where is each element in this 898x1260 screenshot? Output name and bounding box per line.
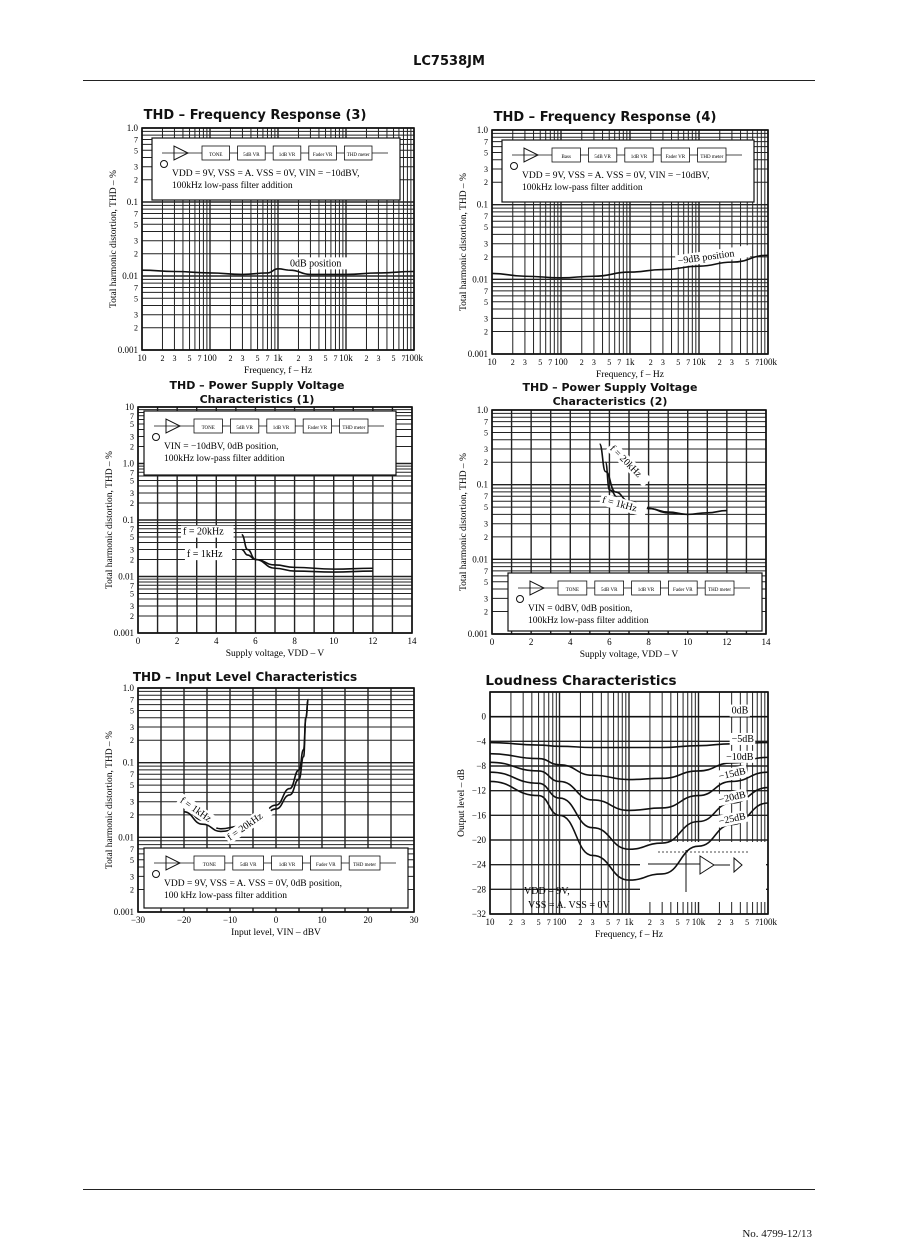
block-label: TONE xyxy=(565,588,580,593)
block-label: TONE xyxy=(201,426,215,431)
x-tick-label: 5 xyxy=(538,358,543,367)
y-tick-label: 2 xyxy=(484,532,488,542)
x-tick-label: 2 xyxy=(528,637,534,647)
y-tick-label: 3 xyxy=(130,723,134,733)
x-tick-label: 100k xyxy=(405,353,423,363)
x-tick-label: 2 xyxy=(364,354,369,363)
y-tick-label: 5 xyxy=(484,297,488,307)
x-tick-label: 7 xyxy=(755,918,760,927)
y-tick-label: 5 xyxy=(130,533,134,543)
y-tick-label: 7 xyxy=(484,417,488,427)
x-tick-label: 7 xyxy=(333,354,338,363)
y-tick-label: 3 xyxy=(130,602,134,612)
chart-title: THD – Frequency Response (4) xyxy=(493,110,717,125)
series-label xyxy=(724,751,755,763)
chart-title: THD – Input Level Characteristics xyxy=(132,670,358,684)
y-tick-label: 5 xyxy=(484,428,488,438)
y-tick-label: −12 xyxy=(471,785,486,796)
x-tick-label: 6 xyxy=(607,637,612,647)
y-tick-label: 3 xyxy=(130,797,134,807)
x-tick-label: 10 xyxy=(487,357,497,367)
y-tick-label: 7 xyxy=(484,566,488,576)
chart-svg xyxy=(104,684,438,940)
y-tick-label: 3 xyxy=(484,594,488,604)
chart-title-line: THD – Power Supply Voltage xyxy=(522,381,698,394)
x-tick-label: 5 xyxy=(676,358,681,367)
block-label: 1dB VR xyxy=(637,588,655,593)
y-tick-label: −32 xyxy=(471,909,486,919)
x-tick-label: 3 xyxy=(521,918,526,927)
y-tick-label: 0.01 xyxy=(122,271,138,281)
x-tick-label: 7 xyxy=(616,918,621,927)
chart-thd-supply-1 xyxy=(104,403,436,661)
conditions-box xyxy=(508,573,762,631)
x-axis-label: Frequency, f – Hz xyxy=(244,366,312,376)
y-tick-label: 0.1 xyxy=(476,479,488,490)
block-label: THD meter xyxy=(342,426,366,431)
y-tick-label: 5 xyxy=(130,420,134,430)
y-tick-label: 5 xyxy=(484,148,488,158)
y-tick-label: 2 xyxy=(130,885,134,895)
x-tick-label: 2 xyxy=(296,354,301,363)
y-tick-label: 2 xyxy=(484,252,488,262)
y-tick-label: 3 xyxy=(484,314,488,324)
x-tick-label: 100k xyxy=(759,917,777,927)
block-label: THD meter xyxy=(708,588,732,593)
x-tick-label: 10k xyxy=(691,917,706,927)
x-tick-label: 2 xyxy=(578,918,583,927)
block-label: Fader VR xyxy=(665,155,686,160)
y-tick-label: 2 xyxy=(484,327,488,337)
y-tick-label: 5 xyxy=(484,223,488,233)
y-axis-label: Total harmonic distortion, THD – % xyxy=(459,173,469,311)
y-tick-label: 2 xyxy=(484,607,488,617)
y-tick-label: 3 xyxy=(134,310,138,320)
chart-svg xyxy=(458,126,792,382)
y-tick-label: 3 xyxy=(130,545,134,555)
x-tick-label: 30 xyxy=(409,915,419,925)
chart-title: THD – Frequency Response (3) xyxy=(143,108,367,123)
x-tick-label: 5 xyxy=(391,354,396,363)
y-tick-label: 5 xyxy=(130,476,134,486)
y-tick-label: 7 xyxy=(134,283,138,293)
chart-loudness xyxy=(456,688,792,942)
x-tick-label: 7 xyxy=(197,354,202,363)
x-tick-label: 1k xyxy=(273,353,283,363)
x-tick-label: 8 xyxy=(292,636,297,646)
block-label: TONE xyxy=(209,153,223,158)
x-tick-label: 7 xyxy=(401,354,406,363)
x-tick-label: 2 xyxy=(717,358,722,367)
chart-title xyxy=(157,379,357,407)
y-tick-label: 1.0 xyxy=(476,126,488,135)
chart-thd-input-level xyxy=(104,684,438,940)
y-tick-label: 3 xyxy=(130,872,134,882)
y-tick-label: 5 xyxy=(134,146,138,156)
x-tick-label: 100 xyxy=(203,353,217,363)
x-tick-label: 5 xyxy=(536,918,541,927)
series-1 xyxy=(185,548,373,569)
y-tick-label: 0.01 xyxy=(118,832,134,843)
y-tick-label: 5 xyxy=(134,220,138,230)
series-label-text: f = 20kHz xyxy=(607,443,644,480)
x-tick-label: 2 xyxy=(648,358,653,367)
x-tick-label: 2 xyxy=(647,918,652,927)
series-label-text: −25dB xyxy=(717,811,747,828)
y-tick-label: 3 xyxy=(484,165,488,175)
y-tick-label: 1.0 xyxy=(122,684,134,693)
condition-line: VDD = 9V, xyxy=(524,886,570,897)
condition-line: 100 kHz low-pass filter addition xyxy=(164,891,287,901)
x-tick-label: 10 xyxy=(137,353,147,363)
y-tick-label: 2 xyxy=(130,611,134,621)
condition-line: VDD = 9V, VSS = A. VSS = 0V, VIN = −10dBV, xyxy=(522,171,710,181)
x-tick-label: 7 xyxy=(685,918,690,927)
y-tick-label: 7 xyxy=(130,844,134,854)
x-tick-label: 5 xyxy=(607,358,612,367)
y-tick-label: 1.0 xyxy=(122,458,134,469)
series-1 xyxy=(184,700,308,845)
y-tick-label: 2 xyxy=(484,178,488,188)
chart-thd-frequency-4 xyxy=(458,126,792,382)
condition-line: 100kHz low-pass filter addition xyxy=(528,616,649,626)
block-label: Fader VR xyxy=(316,863,336,868)
series-label-text: 0dB xyxy=(731,705,749,717)
series-label-text: f = 1kHz xyxy=(177,795,214,825)
x-tick-label: 7 xyxy=(686,358,691,367)
y-tick-label: 3 xyxy=(484,519,488,529)
series-label xyxy=(176,793,222,830)
x-tick-label: 100 xyxy=(552,917,567,927)
y-tick-label: 7 xyxy=(130,770,134,780)
x-axis-label: Supply voltage, VDD – V xyxy=(579,650,679,660)
y-tick-label: 3 xyxy=(134,236,138,246)
y-tick-label: 3 xyxy=(134,162,138,172)
y-tick-label: 5 xyxy=(484,577,488,587)
y-tick-label: 0 xyxy=(481,711,486,722)
y-tick-label: 7 xyxy=(134,209,138,219)
x-tick-label: 4 xyxy=(214,636,219,646)
chart-title-line: Characteristics (2) xyxy=(552,394,668,408)
condition-line: VDD = 9V, VSS = A. VSS = 0V, 0dB position, xyxy=(164,879,342,889)
x-tick-label: 7 xyxy=(548,358,553,367)
y-tick-label: 7 xyxy=(130,695,134,705)
series-label-text: 0dB position xyxy=(289,258,342,270)
y-tick-label: 0.001 xyxy=(467,629,488,639)
y-tick-label: 2 xyxy=(134,175,138,185)
condition-line: VIN = −10dBV, 0dB position, xyxy=(164,442,279,452)
conditions-box xyxy=(502,140,754,202)
y-tick-label: −4 xyxy=(476,736,486,747)
x-tick-label: 10k xyxy=(339,353,353,363)
condition-line: 100kHz low-pass filter addition xyxy=(172,181,293,191)
conditions-box xyxy=(152,138,400,200)
condition-line: 100kHz low-pass filter addition xyxy=(164,454,285,464)
x-tick-label: 2 xyxy=(174,636,180,646)
x-tick-label: 14 xyxy=(407,636,417,646)
doc-number: No. 4799-12/13 xyxy=(742,1228,812,1240)
y-tick-label: 7 xyxy=(484,137,488,147)
block-label: 5dB VR xyxy=(236,426,253,431)
series-0 xyxy=(176,700,308,831)
x-tick-label: 2 xyxy=(579,358,584,367)
x-tick-label: 7 xyxy=(546,918,551,927)
x-tick-label: 5 xyxy=(255,354,260,363)
condition-line: VDD = 9V, VSS = A. VSS = 0V, VIN = −10dBV, xyxy=(172,169,360,179)
block-label: TONE xyxy=(202,863,217,868)
series-label xyxy=(185,548,232,560)
y-tick-label: 3 xyxy=(484,445,488,455)
series-label xyxy=(288,257,357,269)
series-label-text: f = 1kHz xyxy=(600,494,639,515)
x-tick-label: 100k xyxy=(759,357,777,367)
block-label: Fader VR xyxy=(312,153,333,158)
series-label xyxy=(730,733,756,745)
x-tick-label: 1k xyxy=(624,917,634,927)
x-tick-label: 10 xyxy=(329,636,339,646)
y-tick-label: 0.1 xyxy=(126,197,138,207)
chart-svg xyxy=(108,124,438,378)
y-tick-label: 10 xyxy=(125,403,134,412)
block-label: 1dB VR xyxy=(272,426,290,431)
y-tick-label: 7 xyxy=(130,411,134,421)
y-tick-label: 2 xyxy=(130,442,134,452)
x-tick-label: 3 xyxy=(729,918,734,927)
y-tick-label: 5 xyxy=(484,503,488,513)
y-tick-label: 3 xyxy=(130,489,134,499)
x-tick-label: 5 xyxy=(323,354,328,363)
x-tick-label: 1k xyxy=(625,357,635,367)
y-tick-label: 3 xyxy=(130,432,134,442)
block-label: THD meter xyxy=(700,155,724,160)
y-tick-label: −16 xyxy=(471,810,486,821)
block-label: 5dB VR xyxy=(600,588,618,593)
series-label-text: −10dB xyxy=(726,751,754,763)
block-label: 5dB VR xyxy=(239,863,257,868)
x-tick-label: 10k xyxy=(692,357,706,367)
chart-title-line: Characteristics (1) xyxy=(199,392,315,406)
x-tick-label: 100 xyxy=(554,357,568,367)
x-tick-label: 0 xyxy=(135,636,141,646)
x-tick-label: 2 xyxy=(508,918,513,927)
x-tick-label: 10 xyxy=(683,637,693,647)
x-tick-label: 3 xyxy=(590,918,595,927)
x-tick-label: 3 xyxy=(660,918,665,927)
x-tick-label: 7 xyxy=(617,358,622,367)
y-tick-label: 7 xyxy=(484,212,488,222)
block-label: Bass xyxy=(561,155,571,160)
y-axis-label: Total harmonic distortion, THD – % xyxy=(105,451,115,589)
x-tick-label: 10 xyxy=(317,915,327,925)
y-tick-label: 0.001 xyxy=(113,907,134,917)
x-tick-label: 2 xyxy=(717,918,722,927)
x-tick-label: 3 xyxy=(729,358,734,367)
chart-svg xyxy=(456,688,792,942)
chart-title xyxy=(510,381,710,409)
x-tick-label: −10 xyxy=(222,915,238,925)
y-tick-label: 2 xyxy=(130,810,134,820)
x-tick-label: 10 xyxy=(485,917,495,927)
y-tick-label: 2 xyxy=(134,249,138,259)
y-tick-label: 5 xyxy=(134,294,138,304)
condition-line: 100kHz low-pass filter addition xyxy=(522,183,643,193)
block-label: 5dB VR xyxy=(243,153,260,158)
x-tick-label: 5 xyxy=(745,918,750,927)
y-tick-label: 0.01 xyxy=(118,571,134,582)
series-label-text: −9dB position xyxy=(677,248,736,268)
chart-svg xyxy=(104,403,436,661)
y-tick-label: −28 xyxy=(471,884,486,895)
y-tick-label: 3 xyxy=(484,239,488,249)
y-tick-label: 5 xyxy=(130,781,134,791)
y-tick-label: 1.0 xyxy=(476,406,488,415)
y-tick-label: 7 xyxy=(130,468,134,478)
y-axis-label: Total harmonic distortion, THD – % xyxy=(459,453,469,591)
part-number: LC7538JM xyxy=(413,54,485,69)
y-tick-label: 2 xyxy=(130,498,134,508)
y-tick-label: 0.01 xyxy=(472,274,488,285)
series-label-text: −5dB xyxy=(731,733,754,745)
y-tick-label: 0.001 xyxy=(467,349,488,359)
y-tick-label: 2 xyxy=(130,555,134,565)
chart-thd-frequency-3 xyxy=(108,124,438,378)
x-tick-label: 3 xyxy=(660,358,665,367)
x-tick-label: 3 xyxy=(376,354,381,363)
x-tick-label: 6 xyxy=(253,636,258,646)
footer-rule xyxy=(83,1189,815,1190)
x-tick-label: 8 xyxy=(646,637,651,647)
y-tick-label: 7 xyxy=(134,135,138,145)
header-rule xyxy=(83,80,815,81)
x-tick-label: 12 xyxy=(368,636,378,646)
x-axis-label: Frequency, f – Hz xyxy=(596,370,664,380)
block-label: Fader VR xyxy=(673,588,693,593)
x-tick-label: −20 xyxy=(176,915,192,925)
y-tick-label: 5 xyxy=(130,706,134,716)
x-tick-label: 0 xyxy=(489,637,495,647)
x-axis-label: Frequency, f – Hz xyxy=(595,930,663,940)
block-label: THD meter xyxy=(353,863,377,868)
y-tick-label: 0.001 xyxy=(117,345,138,355)
block-label: Fader VR xyxy=(307,426,328,431)
block-label: 1dB VR xyxy=(630,155,648,160)
y-tick-label: −24 xyxy=(471,859,486,870)
x-tick-label: 2 xyxy=(510,358,515,367)
x-tick-label: 2 xyxy=(228,354,233,363)
x-tick-label: 0 xyxy=(273,915,279,925)
x-tick-label: 3 xyxy=(240,354,245,363)
conditions-box xyxy=(144,411,396,475)
y-tick-label: 0.01 xyxy=(472,554,488,565)
series-label-text: f = 20kHz xyxy=(183,526,224,538)
y-tick-label: 7 xyxy=(130,581,134,591)
chart-thd-supply-2 xyxy=(458,406,790,662)
condition-line: VSS = A. VSS = 0V xyxy=(528,900,610,911)
condition-line: VIN = 0dBV, 0dB position, xyxy=(528,604,633,614)
chart-svg xyxy=(458,406,790,662)
block-label: THD meter xyxy=(346,153,370,158)
x-tick-label: 5 xyxy=(606,918,611,927)
chart-title: Loudness Characteristics xyxy=(485,673,677,689)
y-axis-label: Total harmonic distortion, THD – % xyxy=(105,731,115,869)
x-axis-label: Input level, VIN – dBV xyxy=(231,928,321,938)
x-tick-label: 5 xyxy=(187,354,192,363)
y-tick-label: −8 xyxy=(476,761,486,771)
series-label-text: f = 20kHz xyxy=(225,810,266,844)
x-tick-label: 12 xyxy=(722,637,732,647)
y-tick-label: 7 xyxy=(484,492,488,502)
x-tick-label: 3 xyxy=(172,354,177,363)
x-tick-label: −30 xyxy=(130,915,146,925)
y-tick-label: 5 xyxy=(130,589,134,599)
block-label: 1dB VR xyxy=(278,863,296,868)
x-tick-label: 20 xyxy=(363,915,373,925)
series-label xyxy=(181,526,234,538)
y-tick-label: 0.1 xyxy=(122,757,134,768)
conditions-box xyxy=(144,848,408,908)
y-axis-label: Total harmonic distortion, THD – % xyxy=(109,170,119,308)
x-tick-label: 3 xyxy=(522,358,527,367)
y-axis-label: Output level – dB xyxy=(457,769,467,837)
y-tick-label: 0.1 xyxy=(476,199,488,210)
y-tick-label: 5 xyxy=(130,855,134,865)
x-tick-label: 7 xyxy=(755,358,760,367)
block-label: 1dB VR xyxy=(278,153,296,158)
x-tick-label: 14 xyxy=(761,637,771,647)
chart-title-line: THD – Power Supply Voltage xyxy=(169,379,345,392)
series-label xyxy=(730,705,750,717)
y-tick-label: 7 xyxy=(130,524,134,534)
y-tick-label: −20 xyxy=(471,835,486,845)
y-tick-label: 1.0 xyxy=(126,124,138,133)
loudness-circuit-sketch xyxy=(640,842,766,902)
block-label: 5dB VR xyxy=(594,155,611,160)
x-axis-label: Supply voltage, VDD – V xyxy=(225,649,325,659)
y-tick-label: 2 xyxy=(484,458,488,468)
x-tick-label: 5 xyxy=(745,358,750,367)
series-label-text: −20dB xyxy=(717,789,747,806)
x-tick-label: 5 xyxy=(675,918,680,927)
y-tick-label: 0.1 xyxy=(122,515,134,525)
series-label-text: −15dB xyxy=(717,766,747,783)
series-label-text: f = 1kHz xyxy=(186,549,223,561)
x-tick-label: 3 xyxy=(308,354,313,363)
x-tick-label: 4 xyxy=(568,637,573,647)
y-tick-label: 7 xyxy=(484,286,488,296)
x-tick-label: 7 xyxy=(265,354,270,363)
x-tick-label: 2 xyxy=(160,354,165,363)
y-tick-label: 2 xyxy=(130,736,134,746)
x-tick-label: 3 xyxy=(591,358,596,367)
y-tick-label: 2 xyxy=(134,323,138,333)
y-tick-label: 0.001 xyxy=(113,628,134,638)
